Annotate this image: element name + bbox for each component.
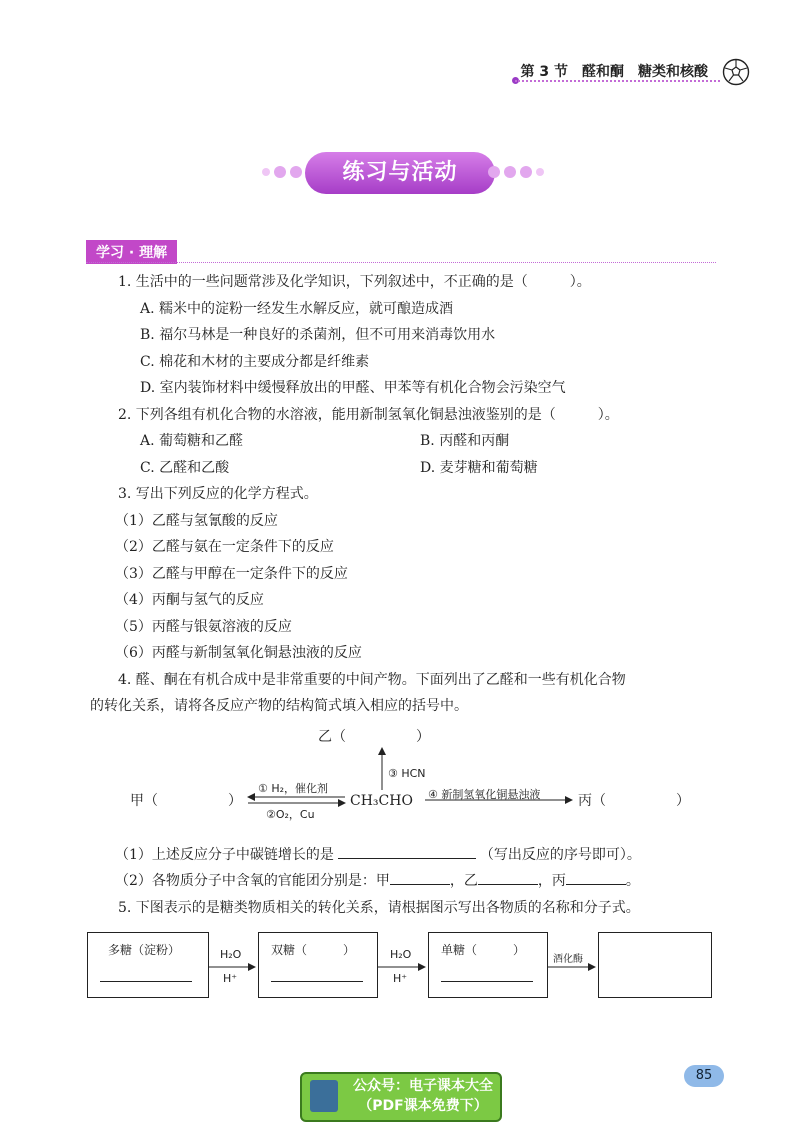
soccer-ball-icon <box>722 58 750 86</box>
book-icon <box>310 1080 338 1112</box>
arrow2-bottom-label: H⁺ <box>393 972 408 985</box>
chapter-header: 第 3 节 醛和酮 糖类和核酸 <box>520 64 708 80</box>
q2-option-c: C. 乙醛和乙酸 <box>140 460 230 476</box>
box-product[interactable] <box>598 932 712 998</box>
q3-item-6: （6）丙醛与新制氢氧化铜悬浊液的反应 <box>115 645 362 661</box>
arrow2-top-label: H₂O <box>390 948 412 961</box>
blank-disaccharide[interactable] <box>271 981 363 982</box>
q2-option-d: D. 麦芽糖和葡萄糖 <box>420 460 538 476</box>
diagram-bing: 丙（ ） <box>578 793 690 809</box>
reaction-1-label: ① H₂，催化剂 <box>258 782 329 795</box>
arrow3-top-label: 酒化酶 <box>553 954 583 965</box>
banner-dots-right <box>488 165 544 179</box>
blank-monosaccharide[interactable] <box>441 981 533 982</box>
diagram-yi: 乙（ ） <box>318 729 430 745</box>
q2-stem: 2. 下列各组有机化合物的水溶液，能用新制氢氧化铜悬浊液鉴别的是（ ）。 <box>118 407 619 423</box>
q1-option-a: A. 糯米中的淀粉一经发生水解反应，就可酿造成酒 <box>140 301 454 317</box>
section-label: 学习 · 理解 <box>86 240 177 264</box>
q4-stem-line2: 的转化关系，请将各反应产物的结构简式填入相应的括号中。 <box>90 698 468 714</box>
reaction-4-label: ④ 新制氢氧化铜悬浊液 <box>428 788 541 801</box>
q3-item-2: （2）乙醛与氨在一定条件下的反应 <box>115 539 334 555</box>
q4-stem-line1: 4. 醛、酮在有机合成中是非常重要的中间产物。下面列出了乙醛和一些有机化合物 <box>118 672 626 688</box>
arrow1-bottom-label: H⁺ <box>223 972 238 985</box>
q1-stem: 1. 生活中的一些问题常涉及化学知识，下列叙述中，不正确的是（ ）。 <box>118 274 591 290</box>
diagram-center: CH₃CHO <box>350 793 413 809</box>
reaction-2-label: ②O₂，Cu <box>266 808 315 821</box>
blank-jia[interactable] <box>390 870 450 885</box>
exercise-banner: 练习与活动 <box>305 152 495 194</box>
blank-carbon-chain[interactable] <box>338 844 476 859</box>
blank-polysaccharide[interactable] <box>100 981 192 982</box>
diagram-jia: 甲（ ） <box>130 793 242 809</box>
box-disaccharide: 双糖（ ） <box>258 932 378 998</box>
watermark-line1: 公众号：电子课本大全 <box>353 1078 493 1094</box>
q1-option-c: C. 棉花和木材的主要成分都是纤维素 <box>140 354 370 370</box>
watermark-badge <box>300 1072 502 1122</box>
q1-option-d: D. 室内装饰材料中缓慢释放出的甲醛、甲苯等有机化合物会污染空气 <box>140 380 566 396</box>
q3-item-1: （1）乙醛与氢氰酸的反应 <box>115 513 278 529</box>
box-polysaccharide: 多糖（淀粉） <box>87 932 209 998</box>
watermark-line2: （PDF课本免费下） <box>358 1098 488 1114</box>
reaction-3-label: ③ HCN <box>388 767 426 780</box>
q3-item-3: （3）乙醛与甲醇在一定条件下的反应 <box>115 566 348 582</box>
q3-item-4: （4）丙酮与氢气的反应 <box>115 592 264 608</box>
section-rule <box>86 262 716 263</box>
box-monosaccharide: 单糖（ ） <box>428 932 548 998</box>
q5-stem: 5. 下图表示的是糖类物质相关的转化关系，请根据图示写出各物质的名称和分子式。 <box>118 900 640 916</box>
q4-sub2: （2）各物质分子中含氧的官能团分别是：甲 ，乙 ，丙 。 <box>115 868 640 894</box>
blank-bing[interactable] <box>566 870 626 885</box>
q2-option-a: A. 葡萄糖和乙醛 <box>140 433 244 449</box>
blank-yi[interactable] <box>478 870 538 885</box>
q1-option-b: B. 福尔马林是一种良好的杀菌剂，但不可用来消毒饮用水 <box>140 327 496 343</box>
arrow1-top-label: H₂O <box>220 948 242 961</box>
q2-option-b: B. 丙醛和丙酮 <box>420 433 510 449</box>
page-number: 85 <box>684 1065 724 1087</box>
header-rule <box>515 80 720 82</box>
q3-stem: 3. 写出下列反应的化学方程式。 <box>118 486 318 502</box>
q4-sub1: （1）上述反应分子中碳链增长的是 （写出反应的序号即可）。 <box>115 842 641 868</box>
q3-item-5: （5）丙醛与银氨溶液的反应 <box>115 619 292 635</box>
